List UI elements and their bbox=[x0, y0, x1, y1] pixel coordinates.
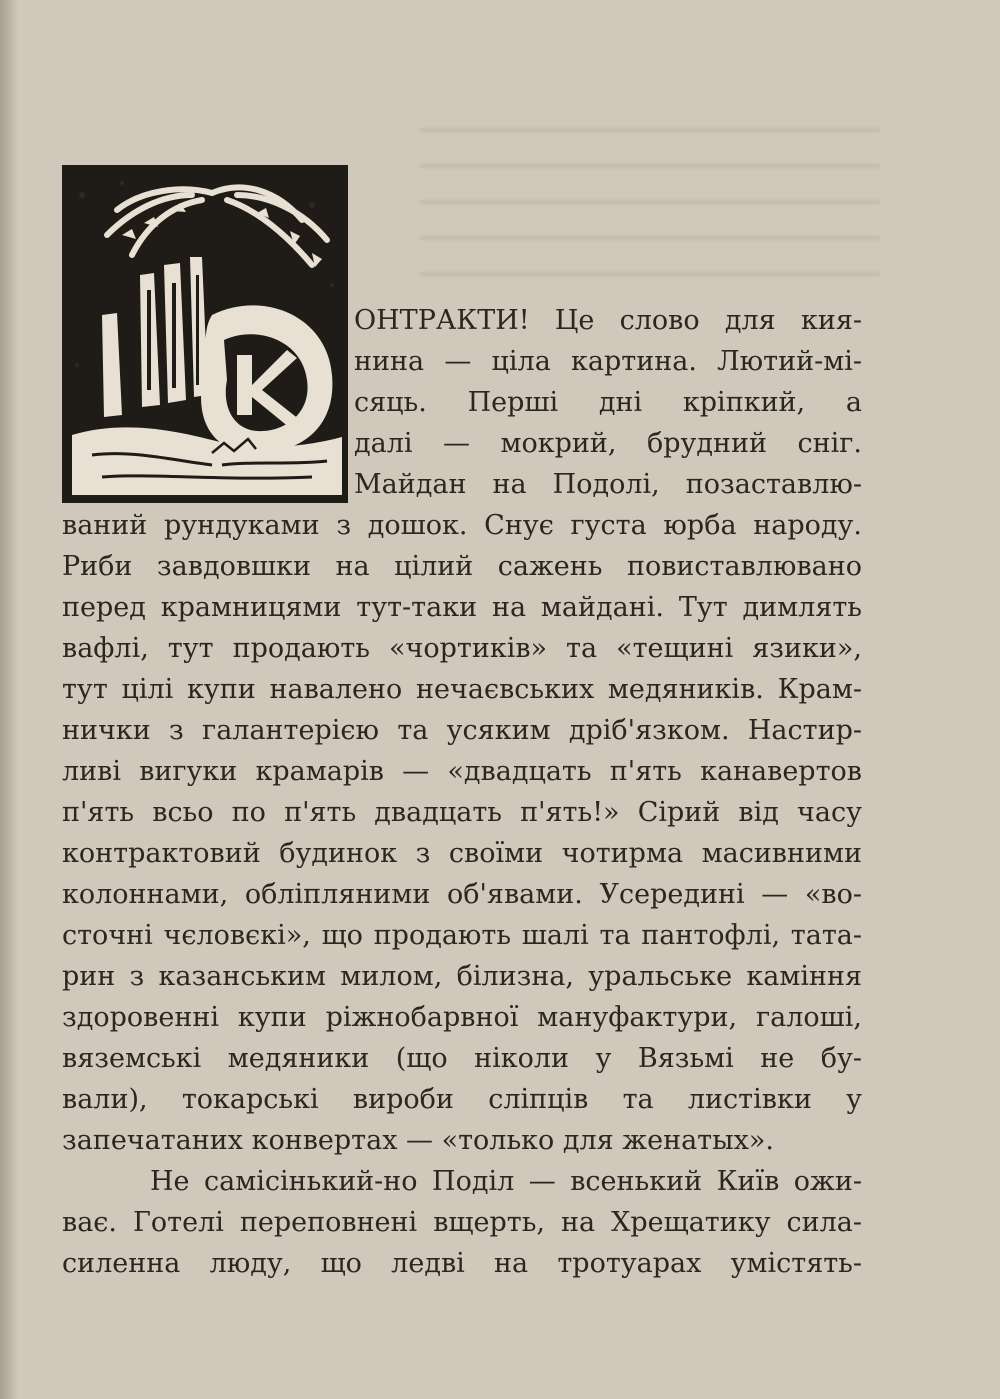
text-line: Риби завдовшки на цілий сажень повиставлювано bbox=[62, 551, 862, 582]
text-line: вяземські медяники (що ніколи у Вязьмі не бу- bbox=[62, 1043, 862, 1074]
bleed-through-text bbox=[420, 108, 880, 298]
text-line: нички з галантерією та усяким дріб'язком. Настир- bbox=[62, 715, 862, 746]
text-line: здоровенні купи ріжнобарвної мануфактури, галоші, bbox=[62, 1002, 862, 1033]
text-line: колоннами, обліпляними об'явами. Усередині — «во- bbox=[62, 879, 862, 910]
text-line: рин з казанським милом, білизна, уральське каміння bbox=[62, 961, 862, 992]
text-line: вафлі, тут продають «чортиків» та «тещині язики», bbox=[62, 633, 862, 664]
text-line: Майдан на Подолі, позаставлю- bbox=[354, 469, 862, 500]
text-line: запечатаних конвертах — «только для женатых». bbox=[62, 1125, 774, 1156]
text-line: далі — мокрий, брудний сніг. bbox=[354, 428, 862, 459]
page-edge-shadow bbox=[0, 0, 18, 1399]
text-line: Не самісінький-но Поділ — всенький Київ ожи- bbox=[150, 1166, 862, 1197]
text-line: ває. Готелі переповнені вщерть, на Хрещатику сила- bbox=[62, 1207, 862, 1238]
text-line: нина — ціла картина. Лютий-мі- bbox=[354, 346, 862, 377]
text-line: силенна люду, що ледві на тротуарах умістять- bbox=[62, 1248, 862, 1279]
body-text bbox=[62, 300, 862, 1284]
text-line: вали), токарські вироби сліпців та листівки у bbox=[62, 1084, 862, 1115]
text-line: сяць. Перші дні кріпкий, а bbox=[354, 387, 862, 418]
text-line: ваний рундуками з дошок. Снує густа юрба народу. bbox=[62, 510, 862, 541]
text-line: перед крамницями тут-таки на майдані. Тут димлять bbox=[62, 592, 862, 623]
text-line: сточні чєловєкі», що продають шалі та пантофлі, тата- bbox=[62, 920, 862, 951]
text-line: ОНТРАКТИ! Це слово для кия- bbox=[354, 305, 862, 336]
text-line: контрактовий будинок з своїми чотирма масивними bbox=[62, 838, 862, 869]
text-line: п'ять всьо по п'ять двадцать п'ять!» Сірий від часу bbox=[62, 797, 862, 828]
text-line: тут цілі купи навалено нечаєвських медяників. Крам- bbox=[62, 674, 862, 705]
text-line: ливі вигуки крамарів — «двадцать п'ять канавертов bbox=[62, 756, 862, 787]
